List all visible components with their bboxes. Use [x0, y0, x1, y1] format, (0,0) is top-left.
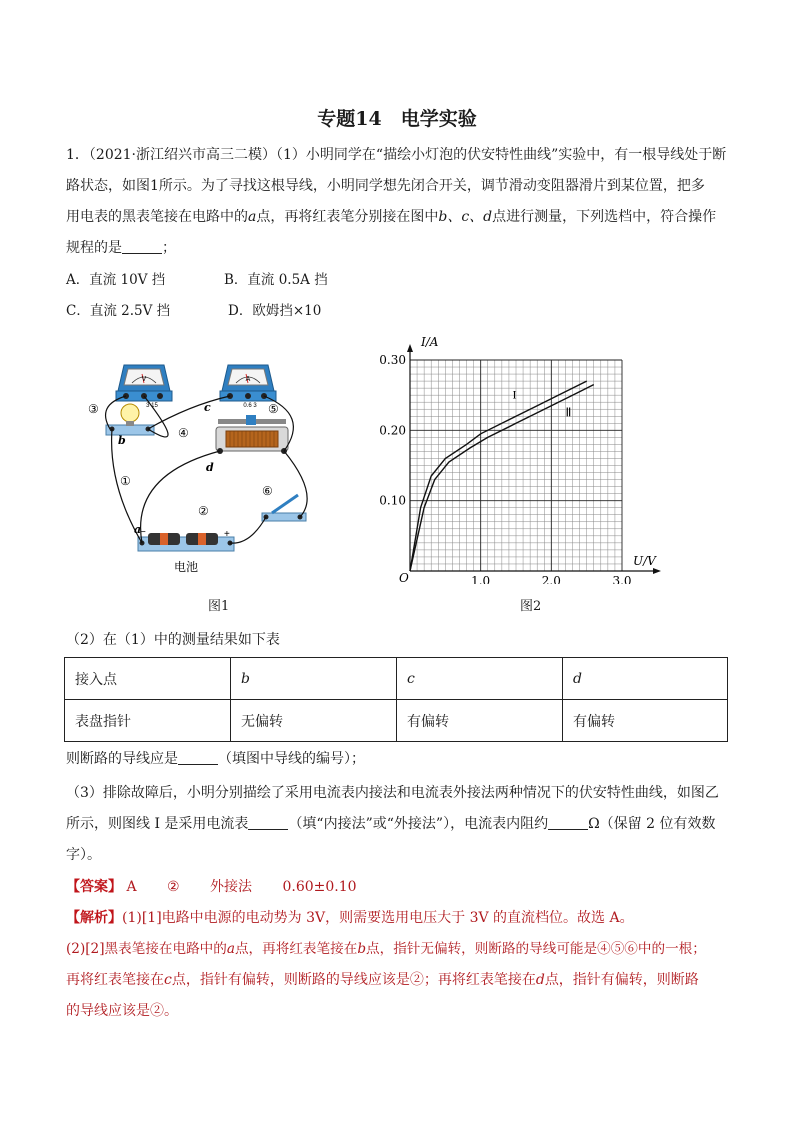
table-cell: 有偏转 [397, 700, 563, 742]
curve-label-1: I [512, 387, 517, 402]
answer-blank [248, 815, 288, 830]
point-b: b [118, 434, 126, 447]
y-tick-label: 0.30 [379, 353, 406, 367]
battery [138, 527, 234, 551]
table-col-b: b [231, 658, 397, 700]
ammeter-letter: A [245, 376, 251, 383]
plus-sign: + [224, 529, 230, 540]
switch [262, 495, 306, 521]
answer-blank [178, 750, 218, 765]
analysis-line-1: 【解析】(1)[1]电路中电源的电动势为 3V，则需要选用电压大于 3V 的直流档位。故选 A。 [66, 910, 634, 926]
table-row-label: 表盘指针 [65, 700, 231, 742]
figure2-caption: 图2 [520, 599, 542, 614]
origin-label: O [399, 571, 409, 584]
voltmeter [116, 365, 172, 409]
option-d: D．欧姆挡×10 [228, 303, 322, 319]
answer-blank [122, 239, 162, 254]
wire-label-4: ④ [178, 426, 189, 440]
y-axis-arrow [407, 344, 413, 352]
wire-label-3: ③ [88, 402, 99, 416]
analysis-line-4: 的导线应该是②。 [66, 1003, 178, 1019]
wire-label-1: ① [120, 474, 131, 488]
analysis-line-3: 再将红表笔接在c点，指针有偏转，则断路的导线应该是②；再将红表笔接在d点，指针有偏转，则断路 [66, 972, 699, 988]
table-col-d: d [563, 658, 728, 700]
page-title: 专题14 电学实验 [317, 108, 477, 130]
point-d: d [206, 461, 214, 474]
analysis-tag: 【解析】 [66, 910, 122, 926]
answer-blank [548, 815, 588, 830]
voltmeter-letter: V [141, 376, 147, 383]
question-line-3: 用电表的黑表笔接在电路中的a点，再将红表笔分别接在图中b、c、d点进行测量，下列选档中，符合操作 [66, 209, 717, 225]
table-cell: 无偏转 [231, 700, 397, 742]
part3-line-1: （3）排除故障后，小明分别描绘了采用电流表内接法和电流表外接法两种情况下的伏安特性曲线，如图乙 [66, 785, 719, 801]
x-tick-label: 3.0 [612, 574, 632, 584]
answer-tag: 【答案】 [66, 879, 122, 895]
iu-graph [375, 334, 665, 584]
x-tick-label: 1.0 [471, 574, 491, 584]
table-col-c: c [397, 658, 563, 700]
minus-sign: − [140, 527, 146, 538]
part3-line-2: 所示，则图线 I 是采用电流表 （填“内接法”或“外接法”），电流表内阻约 Ω（保留 2 位有效数 [66, 816, 716, 832]
y-axis-label: I/A [421, 335, 439, 349]
figure1-caption: 图1 [208, 599, 230, 614]
question-line-4: 规程的是 ； [66, 240, 176, 256]
point-c: c [204, 401, 211, 414]
part3-line-3: 字）。 [66, 847, 101, 863]
option-b: B．直流 0.5A 挡 [224, 272, 328, 288]
wire-label-2: ② [198, 504, 209, 518]
wire-label-6: ⑥ [262, 484, 273, 498]
table-row [65, 700, 728, 742]
answer-line: 【答案】 A ② 外接法 0.60±0.10 [66, 879, 357, 895]
point-a: a [134, 523, 142, 536]
part2-intro: （2）在（1）中的测量结果如下表 [66, 632, 280, 648]
question-line-2: 路状态，如图1所示。为了寻找这根导线，小明同学想先闭合开关，调节滑动变阻器滑片到某位置，把多 [66, 178, 705, 194]
wire-label-5: ⑤ [268, 402, 279, 416]
y-tick-label: 0.10 [379, 493, 406, 508]
analysis-line-2: (2)[2]黑表笔接在电路中的a点，再将红表笔接在b点，指针无偏转，则断路的导线可能是④⑤⑥中的一根； [66, 941, 706, 957]
curve-1 [410, 381, 587, 571]
question-line-1: 1．（2021·浙江绍兴市高三二模）（1）小明同学在“描绘小灯泡的伏安特性曲线”实验中，有一根导线处于断 [66, 147, 727, 163]
part2-question: 则断路的导线应是 （填图中导线的编号）； [66, 751, 365, 767]
table-header-label: 接入点 [65, 658, 231, 700]
option-a: A．直流 10V 挡 [66, 272, 166, 288]
battery-label: 电池 [173, 560, 199, 574]
x-axis-label: U/V [633, 554, 656, 568]
measurement-table [64, 657, 728, 742]
ammeter-scale: 0.6 3 [243, 403, 257, 409]
rheostat [216, 415, 288, 454]
table-row [65, 658, 728, 700]
curve-label-2: Ⅱ [565, 405, 572, 420]
y-tick-label: 0.20 [379, 423, 406, 438]
voltmeter-scale: 3 15 [146, 403, 158, 409]
x-tick-label: 2.0 [541, 574, 561, 584]
x-axis-arrow [653, 568, 661, 574]
table-cell: 有偏转 [563, 700, 728, 742]
option-c: C．直流 2.5V 挡 [66, 303, 171, 319]
circuit-diagram [80, 355, 330, 585]
